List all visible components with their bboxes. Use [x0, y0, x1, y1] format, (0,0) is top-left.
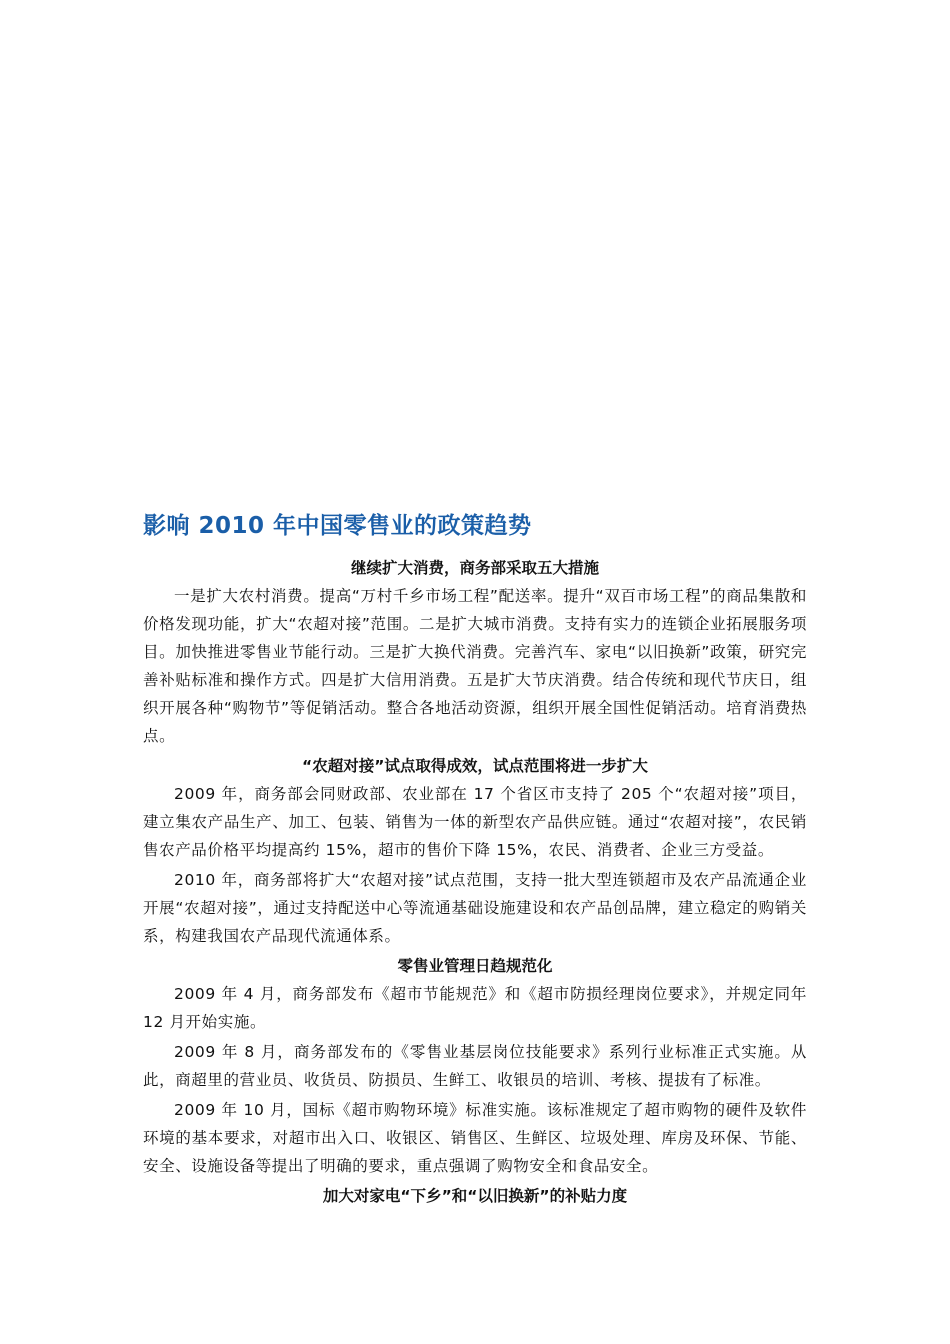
paragraph: 2009 年，商务部会同财政部、农业部在 17 个省区市支持了 205 个“农超对接”项目，建立集农产品生产、加工、包装、销售为一体的新型农产品供应链。通过“农超对接”，农民销售农产品价格平均提高约 15%，超市的售价下降 15%，农民、消费者、企业三方受益。	[143, 785, 807, 859]
section-heading-farm-supermarket: “农超对接”试点取得成效，试点范围将进一步扩大	[302, 757, 648, 775]
paragraph: 2009 年 10 月，国标《超市购物环境》标准实施。该标准规定了超市购物的硬件及软件环境的基本要求，对超市出入口、收银区、销售区、生鲜区、垃圾处理、库房及环保、节能、安全、设施设备等提出了明确的要求，重点强调了购物安全和食品安全。	[143, 1101, 807, 1175]
paragraph: 2009 年 8 月，商务部发布的《零售业基层岗位技能要求》系列行业标准正式实施。从此，商超里的营业员、收货员、防损员、生鲜工、收银员的培训、考核、提拔有了标准。	[143, 1043, 807, 1089]
section-heading-expand-consumption: 继续扩大消费，商务部采取五大措施	[350, 559, 599, 577]
document-body	[143, 508, 807, 1210]
section-heading-retail-standards: 零售业管理日趋规范化	[397, 957, 553, 975]
section-heading-appliance-subsidy: 加大对家电“下乡”和“以旧换新”的补贴力度	[322, 1187, 628, 1205]
paragraph: 一是扩大农村消费。提高“万村千乡市场工程”配送率。提升“双百市场工程”的商品集散和价格发现功能，扩大“农超对接”范围。二是扩大城市消费。支持有实力的连锁企业拓展服务项目。加快推进零售业节能行动。三是扩大换代消费。完善汽车、家电“以旧换新”政策，研究完善补贴标准和操作方式。四是扩大信用消费。五是扩大节庆消费。结合传统和现代节庆日，组织开展各种“购物节”等促销活动。整合各地活动资源，组织开展全国性促销活动。培育消费热点。	[143, 587, 807, 745]
paragraph: 2009 年 4 月，商务部发布《超市节能规范》和《超市防损经理岗位要求》，并规定同年 12 月开始实施。	[143, 985, 807, 1031]
paragraph: 2010 年，商务部将扩大“农超对接”试点范围，支持一批大型连锁超市及农产品流通企业开展“农超对接”，通过支持配送中心等流通基础设施建设和农产品创品牌，建立稳定的购销关系，构建我国农产品现代流通体系。	[143, 871, 807, 945]
page-title: 影响 2010 年中国零售业的政策趋势	[143, 513, 532, 539]
